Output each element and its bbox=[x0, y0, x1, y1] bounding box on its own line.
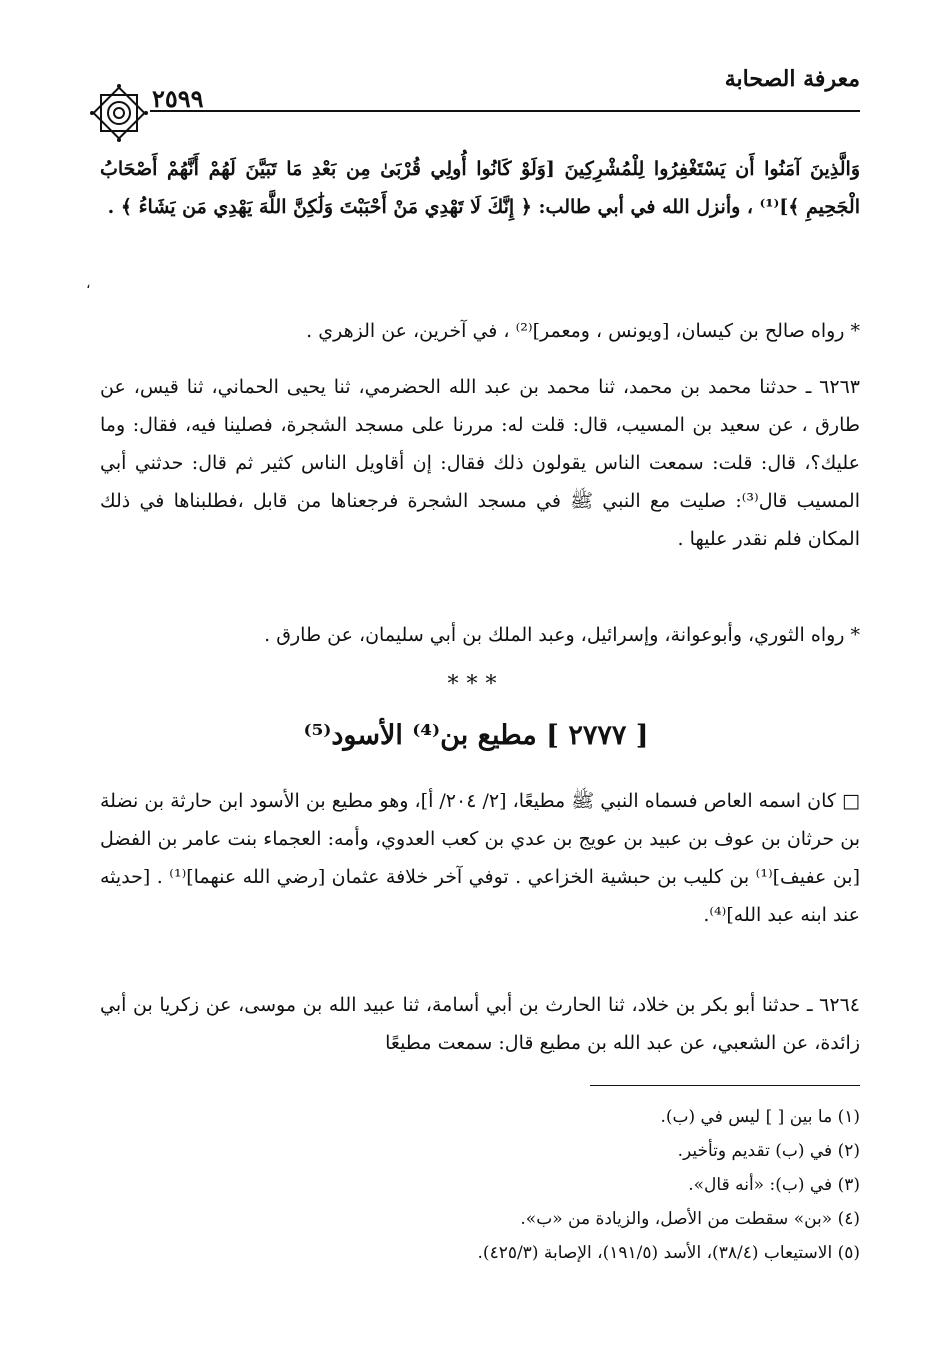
narration-note-1: * رواه صالح بن كيسان، [ويونس ، ومعمر]⁽²⁾ ، في آخرين، عن الزهري . bbox=[306, 320, 860, 342]
page-number: ٢٥٩٩ bbox=[152, 84, 204, 113]
entry-heading: [ ٢٧٧٧ ] مطيع بن⁽⁴⁾ الأسود⁽⁵⁾ bbox=[303, 720, 649, 751]
footnote-5: (٥) الاستيعاب (٣٨/٤)، الأسد (١٩١/٥)، الإصابة (٤٢٥/٣). bbox=[477, 1243, 860, 1263]
biography-paragraph: □ كان اسمه العاص فسماه النبي ﷺ مطيعًا، [٢/ ٢٠٤/ أ]، وهو مطيع بن الأسود ابن حارثة بن نضلة بن حرثان بن عوف بن عبيد بن عويج بن عدي بن كعب العدوي، وأمه: العجماء بنت عامر بن الفضل [بن عفيف]⁽¹⁾ بن كليب بن حبشية الخزاعي . توفي آخر خلافة عثمان [رضي الله عنهما]⁽¹⁾ . [حديثه عند ابنه عبد الله]⁽⁴⁾. bbox=[100, 790, 861, 926]
section-separator: *** bbox=[447, 672, 505, 697]
footnote-1: (١) ما بين [ ] ليس في (ب). bbox=[660, 1107, 860, 1127]
narration-note-2: * رواه الثوري، وأبوعوانة، وإسرائيل، وعبد الملك بن أبي سليمان، عن طارق . bbox=[264, 624, 860, 646]
verse-continuation: وَالَّذِينَ آمَنُوا أَن يَسْتَغْفِرُوا لِلْمُشْرِكِينَ [وَلَوْ كَانُوا أُولِي قُرْبَىٰ مِن بَعْدِ مَا تَبَيَّنَ لَهُمْ أَنَّهُمْ أَصْحَابُ الْجَحِيمِ ﴾]⁽¹⁾ ، وأنزل الله في أبي طالب: ﴿ إِنَّكَ لَا تَهْدِي مَنْ أَحْبَبْتَ وَلَٰكِنَّ اللَّهَ يَهْدِي مَن يَشَاءُ ﴾ . bbox=[100, 158, 860, 218]
margin-mark: ، bbox=[86, 276, 91, 292]
footnote-rule bbox=[590, 1085, 860, 1086]
octagram-ornament-icon bbox=[88, 82, 150, 144]
footnotes bbox=[100, 1100, 860, 1270]
footnote-2: (٢) في (ب) تقديم وتأخير. bbox=[677, 1141, 860, 1161]
footnote-3: (٣) في (ب): «أنه قال». bbox=[688, 1175, 860, 1195]
hadith-6264: ٦٢٦٤ ـ حدثنا أبو بكر بن خلاد، ثنا الحارث بن أبي أسامة، ثنا عبيد الله بن موسى، عن زكريا بن أبي زائدة، عن الشعبي، عن عبد الله بن مطيع قال: سمعت مطيعًا bbox=[100, 994, 860, 1054]
running-header-title: معرفة الصحابة bbox=[724, 66, 860, 92]
header-rule bbox=[150, 110, 860, 112]
footnote-4: (٤) «بن» سقطت من الأصل، والزيادة من «ب». bbox=[520, 1209, 860, 1229]
hadith-6263: ٦٢٦٣ ـ حدثنا محمد بن محمد، ثنا محمد بن عبد الله الحضرمي، ثنا يحيى الحماني، ثنا قيس، عن طارق ، عن سعيد بن المسيب، قال: قلت له: مررنا على مسجد الشجرة، فصلينا فيه، فقال: وما عليك؟، قال: قلت: سمعت الناس يقولون ذلك فقال: إن أقاويل الناس كثير ثم قال: حدثني أبي المسيب قال⁽³⁾: صليت مع النبي ﷺ في مسجد الشجرة فرجعناها من قابل ،فطلبناها في ذلك المكان فلم نقدر عليها . bbox=[100, 376, 860, 550]
